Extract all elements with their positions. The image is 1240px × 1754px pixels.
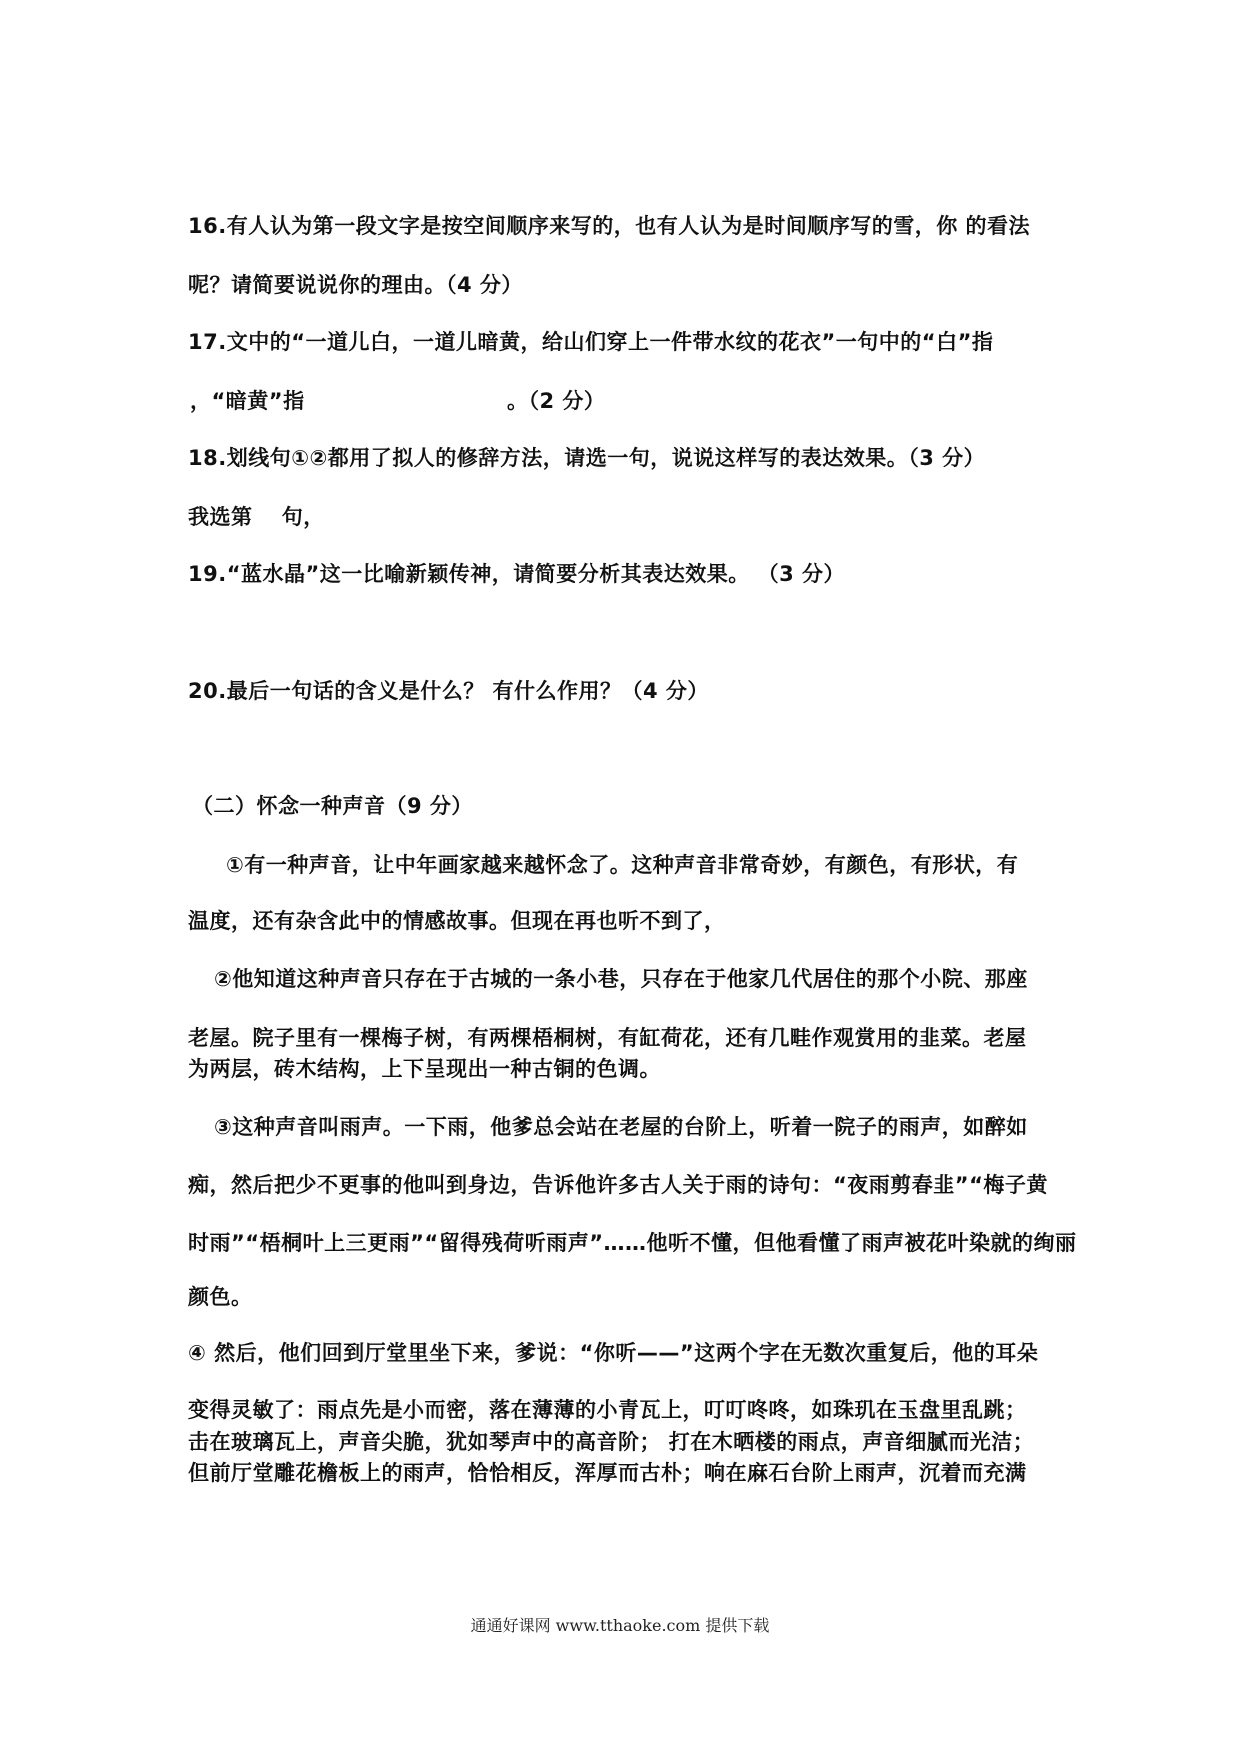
paragraph-3-line-4: 颜色。	[188, 1285, 253, 1309]
question-17-line-2a: ，“暗黄”指	[190, 389, 305, 413]
section-title: （二）怀念一种声音（9 分）	[192, 794, 473, 818]
question-17-line-2b: 。（2 分）	[507, 389, 606, 413]
question-17-line-1: 17.文中的“一道儿白，一道儿暗黄，给山们穿上一件带水纹的花衣”一句中的“白”指	[188, 330, 994, 354]
paragraph-4-line-4: 但前厅堂雕花檐板上的雨声，恰恰相反，浑厚而古朴；响在麻石台阶上雨声，沉着而充满	[188, 1461, 1027, 1485]
paragraph-3-line-2: 痴，然后把少不更事的他叫到身边，告诉他许多古人关于雨的诗句：“夜雨剪春韭”“梅子黄	[188, 1173, 1048, 1197]
paragraph-2-line-3: 为两层，砖木结构，上下呈现出一种古铜的色调。	[188, 1057, 661, 1081]
paragraph-1-line-2: 温度，还有杂含此中的情感故事。但现在再也听不到了，	[188, 909, 726, 933]
question-16-line-2: 呢？请简要说说你的理由。（4 分）	[188, 273, 523, 297]
question-20-line-1: 20.最后一句话的含义是什么？ 有什么作用？（4 分）	[188, 679, 709, 703]
paragraph-4-line-2: 变得灵敏了：雨点先是小而密，落在薄薄的小青瓦上，叮叮咚咚，如珠玑在玉盘里乱跳；	[188, 1398, 1027, 1422]
paragraph-4-line-1: ④ 然后，他们回到厅堂里坐下来，爹说：“你听——”这两个字在无数次重复后，他的耳朵	[188, 1341, 1039, 1365]
paragraph-2-line-1: ②他知道这种声音只存在于古城的一条小巷，只存在于他家几代居住的那个小院、那座	[214, 967, 1028, 991]
question-16-line-1: 16.有人认为第一段文字是按空间顺序来写的，也有人认为是时间顺序写的雪，你 的看法	[188, 214, 1031, 238]
page-footer: 通通好课网 www.tthaoke.com 提供下载	[470, 1616, 770, 1635]
paragraph-1-line-1: ①有一种声音，让中年画家越来越怀念了。这种声音非常奇妙，有颜色，有形状，有	[226, 853, 1019, 877]
question-18-line-2: 我选第 句，	[188, 505, 325, 529]
paragraph-3-line-1: ③这种声音叫雨声。一下雨，他爹总会站在老屋的台阶上，听着一院子的雨声，如醉如	[214, 1115, 1028, 1139]
question-19-line-1: 19.“蓝水晶”这一比喻新颖传神，请简要分析其表达效果。 （3 分）	[188, 562, 846, 586]
question-18-line-1: 18.划线句①②都用了拟人的修辞方法，请选一句，说说这样写的表达效果。（3 分）	[188, 446, 986, 470]
paragraph-2-line-2: 老屋。院子里有一棵梅子树，有两棵梧桐树，有缸荷花，还有几畦作观赏用的韭菜。老屋	[188, 1026, 1027, 1050]
paragraph-4-line-3: 击在玻璃瓦上，声音尖脆，犹如琴声中的高音阶； 打在木晒楼的雨点，声音细腻而光洁；	[188, 1430, 1035, 1454]
paragraph-3-line-3: 时雨”“梧桐叶上三更雨”“留得残荷听雨声”……他听不懂，但他看懂了雨声被花叶染就的绚丽	[188, 1231, 1077, 1255]
